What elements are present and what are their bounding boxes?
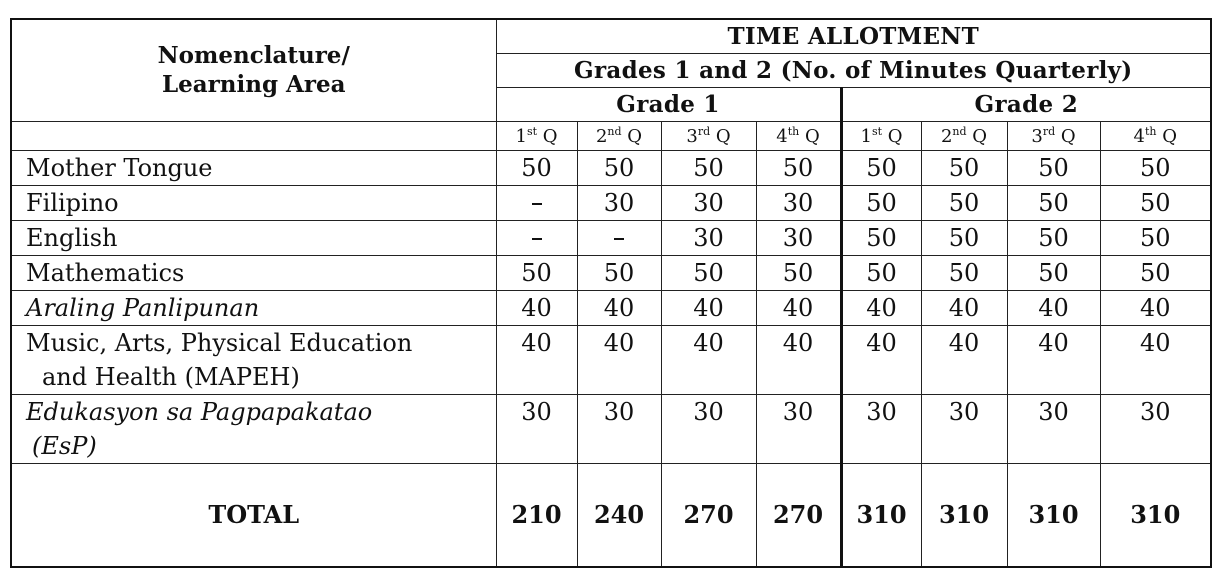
quarter-header xyxy=(1100,121,1211,150)
minutes-cell: 40 xyxy=(841,325,921,394)
minutes-cell: 30 xyxy=(661,185,756,220)
minutes-cell: 30 xyxy=(1007,394,1100,463)
minutes-cell: 50 xyxy=(1007,150,1100,185)
time-allotment-document xyxy=(10,18,1212,568)
minutes-cell: 50 xyxy=(661,150,756,185)
learning-area-cell xyxy=(11,325,496,394)
learning-area-cell xyxy=(11,150,496,185)
quarter-number: 2 xyxy=(595,125,608,147)
dash-mark xyxy=(532,203,542,205)
minutes-cell: 50 xyxy=(921,255,1007,290)
quarter-suffix: nd xyxy=(952,124,967,138)
minutes-cell: 40 xyxy=(1007,290,1100,325)
total-value: 310 xyxy=(921,463,1007,567)
quarter-number: 2 xyxy=(940,125,953,147)
quarter-suffix: th xyxy=(787,124,800,138)
total-value: 270 xyxy=(756,463,841,567)
quarter-number: 1 xyxy=(515,125,527,147)
minutes-cell: 50 xyxy=(921,185,1007,220)
minutes-cell: 50 xyxy=(1100,150,1211,185)
learning-area-name: Filipino xyxy=(26,188,119,217)
minutes-cell: 50 xyxy=(1007,220,1100,255)
minutes-cell: 30 xyxy=(841,394,921,463)
minutes-cell: 40 xyxy=(841,290,921,325)
minutes-cell: 50 xyxy=(756,150,841,185)
learning-area-cell xyxy=(11,255,496,290)
quarter-suffix: st xyxy=(526,124,538,138)
table-row xyxy=(11,325,1211,394)
minutes-cell: 40 xyxy=(496,290,577,325)
time-allotment-table xyxy=(10,18,1212,568)
learning-area-name: English xyxy=(26,223,118,252)
grade-2-header: Grade 2 xyxy=(841,87,1211,121)
minutes-cell: 50 xyxy=(1100,185,1211,220)
quarter-header xyxy=(841,121,921,150)
quarter-header xyxy=(661,121,756,150)
quarter-letter: Q xyxy=(799,125,820,147)
quarter-suffix: nd xyxy=(607,124,622,138)
minutes-cell: 50 xyxy=(841,255,921,290)
quarter-suffix: st xyxy=(871,124,883,138)
minutes-cell: 50 xyxy=(577,255,661,290)
minutes-cell: 50 xyxy=(841,185,921,220)
minutes-cell: 30 xyxy=(756,220,841,255)
total-label: TOTAL xyxy=(11,463,496,567)
table-row xyxy=(11,220,1211,255)
quarter-header xyxy=(1007,121,1100,150)
quarter-number: 4 xyxy=(1133,125,1145,147)
learning-area-name: Araling Panlipunan xyxy=(26,293,260,322)
time-allotment-header: TIME ALLOTMENT xyxy=(496,19,1211,53)
quarter-header xyxy=(921,121,1007,150)
table-row xyxy=(11,394,1211,463)
table-row xyxy=(11,185,1211,220)
minutes-cell: 50 xyxy=(496,150,577,185)
table-row xyxy=(11,150,1211,185)
learning-area-cell xyxy=(11,394,496,463)
minutes-cell xyxy=(577,220,661,255)
total-value: 310 xyxy=(1100,463,1211,567)
minutes-cell: 40 xyxy=(921,290,1007,325)
total-row xyxy=(11,463,1211,567)
minutes-cell: 50 xyxy=(577,150,661,185)
minutes-cell: 30 xyxy=(577,185,661,220)
quarter-number: 1 xyxy=(860,125,872,147)
minutes-cell: 40 xyxy=(756,290,841,325)
quarter-letter: Q xyxy=(537,125,558,147)
minutes-cell: 40 xyxy=(661,325,756,394)
quarter-letter: Q xyxy=(882,125,903,147)
quarter-header xyxy=(577,121,661,150)
learning-area-cell xyxy=(11,185,496,220)
quarter-letter: Q xyxy=(1055,125,1076,147)
quarter-number: 3 xyxy=(1031,125,1043,147)
total-value: 270 xyxy=(661,463,756,567)
minutes-cell: 30 xyxy=(496,394,577,463)
total-value: 310 xyxy=(841,463,921,567)
dash-mark xyxy=(532,238,542,240)
minutes-cell: 30 xyxy=(661,220,756,255)
quarter-header xyxy=(756,121,841,150)
minutes-cell: 40 xyxy=(1007,325,1100,394)
quarter-letter: Q xyxy=(710,125,731,147)
learning-area-name: Music, Arts, Physical Education xyxy=(26,328,413,357)
minutes-cell: 50 xyxy=(756,255,841,290)
nomenclature-header-line2: Learning Area xyxy=(161,71,346,99)
minutes-cell: 40 xyxy=(577,325,661,394)
quarter-letter: Q xyxy=(621,125,643,147)
nomenclature-header xyxy=(11,19,496,121)
quarter-number: 4 xyxy=(776,125,788,147)
minutes-cell: 50 xyxy=(496,255,577,290)
minutes-cell: 50 xyxy=(1100,255,1211,290)
minutes-cell: 50 xyxy=(1007,255,1100,290)
learning-area-cell xyxy=(11,290,496,325)
grade-1-header: Grade 1 xyxy=(496,87,841,121)
quarter-header xyxy=(496,121,577,150)
minutes-cell: 40 xyxy=(496,325,577,394)
nomenclature-header-line1: Nomenclature/ xyxy=(157,42,350,70)
total-value: 210 xyxy=(496,463,577,567)
quarter-suffix: rd xyxy=(697,124,711,138)
minutes-cell: 50 xyxy=(921,150,1007,185)
minutes-cell: 30 xyxy=(756,394,841,463)
minutes-cell: 30 xyxy=(756,185,841,220)
minutes-cell: 50 xyxy=(1100,220,1211,255)
minutes-cell xyxy=(496,220,577,255)
dash-mark xyxy=(614,238,624,240)
quarter-suffix: th xyxy=(1145,124,1157,138)
learning-area-name-continued: (EsP) xyxy=(32,431,97,460)
total-value: 240 xyxy=(577,463,661,567)
learning-area-name: Edukasyon sa Pagpapakatao xyxy=(26,397,373,426)
minutes-cell: 40 xyxy=(1100,325,1211,394)
quarter-suffix: rd xyxy=(1042,124,1056,138)
table-row xyxy=(11,290,1211,325)
minutes-cell: 40 xyxy=(577,290,661,325)
minutes-cell: 30 xyxy=(577,394,661,463)
minutes-cell: 40 xyxy=(921,325,1007,394)
learning-area-cell xyxy=(11,220,496,255)
minutes-cell: 40 xyxy=(661,290,756,325)
learning-area-name: Mother Tongue xyxy=(26,153,213,182)
minutes-cell: 40 xyxy=(1100,290,1211,325)
minutes-cell: 50 xyxy=(841,150,921,185)
quarter-number: 3 xyxy=(686,125,698,147)
learning-area-name: Mathematics xyxy=(26,258,185,287)
quarter-letter: Q xyxy=(966,125,988,147)
learning-area-name-continued: and Health (MAPEH) xyxy=(42,362,300,391)
minutes-cell: 50 xyxy=(921,220,1007,255)
minutes-cell: 30 xyxy=(921,394,1007,463)
minutes-cell: 30 xyxy=(1100,394,1211,463)
minutes-cell xyxy=(496,185,577,220)
grades-subtitle-header: Grades 1 and 2 (No. of Minutes Quarterly) xyxy=(496,53,1211,87)
quarter-row-empty-cell xyxy=(11,121,496,150)
minutes-cell: 30 xyxy=(661,394,756,463)
total-value: 310 xyxy=(1007,463,1100,567)
minutes-cell: 40 xyxy=(756,325,841,394)
minutes-cell: 50 xyxy=(1007,185,1100,220)
quarter-letter: Q xyxy=(1156,125,1177,147)
minutes-cell: 50 xyxy=(841,220,921,255)
minutes-cell: 50 xyxy=(661,255,756,290)
table-row xyxy=(11,255,1211,290)
